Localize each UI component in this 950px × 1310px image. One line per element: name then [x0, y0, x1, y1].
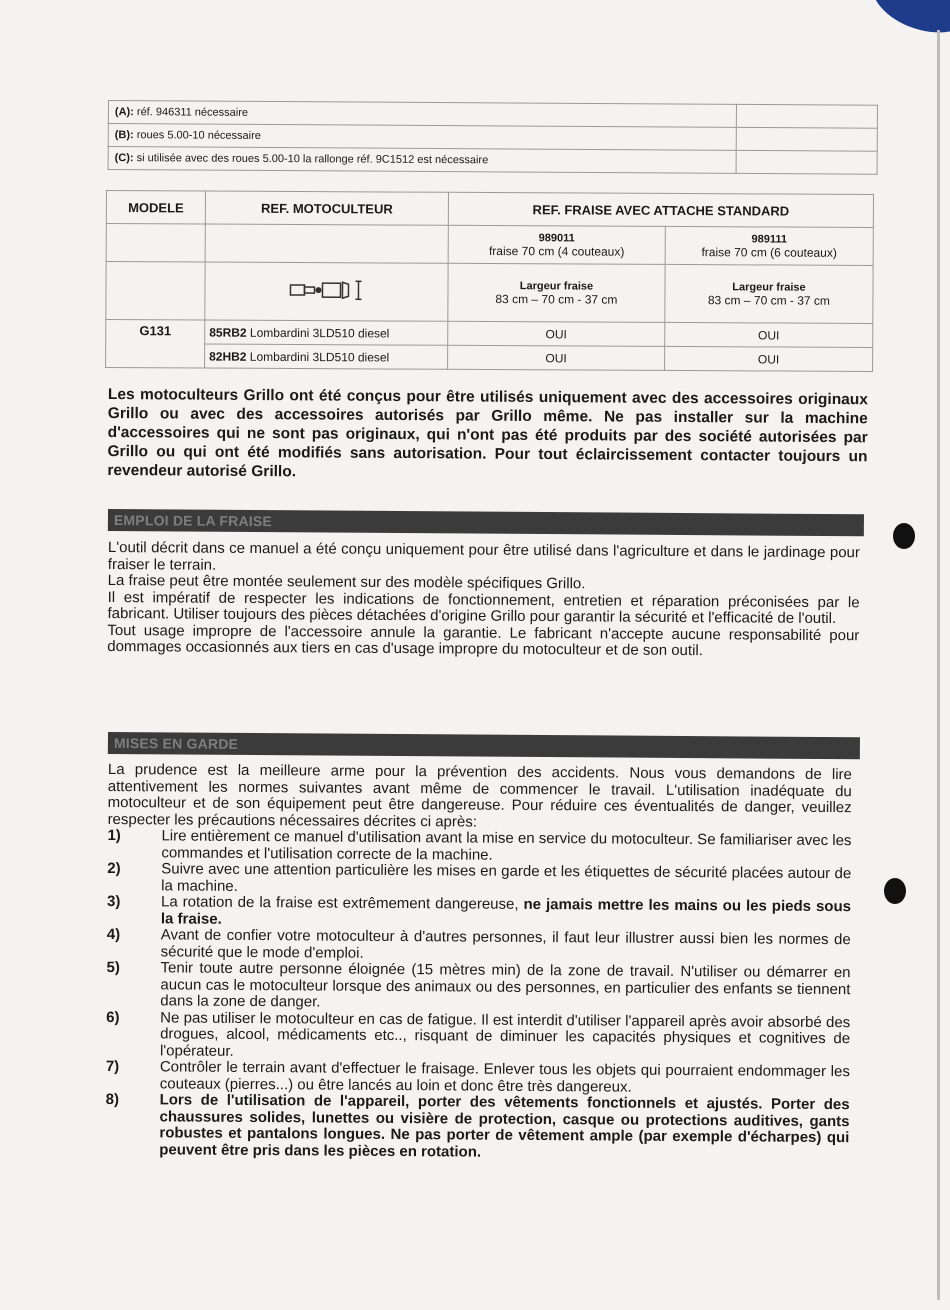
note-text: réf. 946311 nécessaire — [133, 106, 249, 119]
item-number: 2) — [107, 859, 121, 878]
compat-cell: OUI — [665, 346, 873, 371]
item-text-bold: ne jamais mettre les mains ou les pieds sous la fraise. — [160, 895, 852, 928]
item-text: Ne pas utiliser le motoculteur en cas de fatigue. Il est interdit d'utiliser l'appareil après avoir absorbé des drogues, alcool, médicaments etc.., risquant de diminuer les capacités physiques et cognitives de l'opérateur. — [159, 1008, 851, 1060]
ref-code: 82HB2 — [209, 349, 247, 364]
ref-code: 85RB2 — [209, 325, 247, 340]
item-number: 8) — [105, 1090, 120, 1109]
paragraph: Tout usage impropre de l'accessoire annule la garantie. Le fabricant n'accepte aucune responsabilité pour dommages occasionnés aux tiers en cas d'usage impropre du motoculteur et de son outil. — [107, 621, 860, 660]
note-text: roues 5.00-10 nécessaire — [133, 129, 261, 142]
col-header-ref-moto: REF. MOTOCULTEUR — [205, 191, 448, 225]
item-text: Avant de confier votre motoculteur à d'autres personnes, il faut leur illustrer aussi bien les normes de sécurité que le mode d'emploi. — [160, 926, 851, 962]
tiller-diagram-cell — [205, 262, 448, 321]
width-label: Largeur fraise — [732, 280, 806, 294]
section-body — [105, 762, 852, 1163]
section-title: MISES EN GARDE — [108, 732, 860, 759]
product-desc: fraise 70 cm (6 couteaux) — [701, 244, 837, 260]
product-desc: fraise 70 cm (4 couteaux) — [488, 243, 625, 259]
compat-cell: OUI — [665, 322, 873, 347]
product-cell — [665, 226, 873, 265]
binder-hole-bottom — [884, 878, 906, 904]
paragraph: L'outil décrit dans ce manuel a été conçu uniquement pour être utilisé dans l'agriculture et dans le jardinage pour fraiser le terrain. — [107, 539, 860, 574]
item-number: 3) — [106, 892, 121, 911]
paragraph: Il est impératif de respecter les indications de fonctionnement, entretien et réparation préconisées par le fabricant. Utiliser toujours des pièces détachées d'origine Grillo pour garantir la sécurité et l'efficacité de l'outil. — [107, 588, 860, 628]
item-text: Suivre avec une attention particulière les mises en garde et les étiquettes de sécurité placées autour de la machine. — [161, 860, 852, 895]
accessory-warning: Les motoculteurs Grillo ont été conçus pour être utilisés uniquement avec des accessoires originaux Grillo ou avec des accessoires autorisés par Grillo même. Ne pas installer sur la machine d'accessoires qui ne sont pas originaux, qui n'ont pas été produits par des société autorisées par Grillo ou qui ont été modifiés sans autorisation. Pour tout éclaircissement contacter toujours un revendeur autorisé Grillo. — [107, 385, 868, 481]
note-tag: (B): — [114, 129, 134, 142]
product-code: 989111 — [751, 232, 788, 246]
note-row — [108, 147, 877, 175]
compatibility-table — [105, 190, 874, 372]
item-number: 1) — [107, 826, 121, 845]
item-number: 4) — [106, 925, 121, 944]
paragraph: La fraise peut être montée seulement sur des modèle spécifiques Grillo. — [107, 571, 586, 593]
compat-cell: OUI — [448, 345, 665, 370]
notes-table — [108, 100, 878, 175]
item-number: 6) — [106, 1008, 120, 1026]
item-text: La rotation de la fraise est extrêmement dangereuse, — [160, 893, 524, 913]
ref-desc: Lombardini 3LD510 diesel — [246, 325, 390, 340]
col-header-model: MODELE — [106, 191, 205, 225]
table-row — [106, 344, 873, 372]
width-values: 83 cm – 70 cm - 37 cm — [495, 291, 618, 307]
list-item — [106, 1009, 850, 1064]
item-text: Tenir toute autre personne éloignée (15 mètres min) de la zone de travail. N'utiliser ou démarrer en aucun cas le motoculteur lorsque des animaux ou des personnes, en particulier des enfants se tiennent dans la zone de danger. — [160, 959, 851, 1011]
model-name: G131 — [106, 320, 205, 369]
note-tag: (C): — [114, 152, 134, 165]
compat-cell: OUI — [448, 321, 665, 346]
item-text: Contrôler le terrain avant d'effectuer le fraisage. Enlever tous les objets qui pourraient endommager les couteaux (pierres...) ou être lancés au loin et donc être très dangereux. — [159, 1058, 850, 1096]
section-title: EMPLOI DE LA FRAISE — [108, 509, 864, 536]
paragraph: La prudence est la meilleure arme pour la prévention des accidents. Nous vous demandons de lire attentivement les normes suivantes avant même de commencer le travail. L'utilisation inadéquate du motoculteur et de son équipement peut être dangereuse. Pour réduire ces éventualités de danger, veuillez respecter les précautions nécessaires décrites ci après: — [107, 761, 852, 831]
width-cell — [665, 264, 873, 323]
col-header-ref-fraise: REF. FRAISE AVEC ATTACHE STANDARD — [448, 192, 873, 227]
note-text: si utilisée avec des roues 5.00-10 la rallonge réf. 9C1512 est nécessaire — [133, 152, 489, 167]
safety-list — [105, 828, 851, 1163]
ref-desc: Lombardini 3LD510 diesel — [246, 349, 390, 364]
product-cell — [448, 225, 665, 264]
tiller-diagram-icon — [286, 275, 366, 305]
note-tag: (A): — [114, 106, 134, 119]
list-item — [105, 1092, 849, 1163]
width-values: 83 cm – 70 cm - 37 cm — [707, 292, 830, 308]
item-text-bold: Lors de l'utilisation de l'appareil, porter des vêtements fonctionnels et ajustés. Porter des chaussures solides, lunettes ou visière de protection, casque ou protections auditives, gants robustes et pantalons longues. Ne pas porter de vêtement ample (par exemple d'écharpes) qui peuvent être pris dans les pièces en rotation. — [159, 1091, 850, 1161]
list-item — [106, 960, 850, 1015]
page-edge — [937, 30, 940, 1300]
width-label: Largeur fraise — [519, 279, 594, 293]
item-number: 7) — [105, 1057, 120, 1076]
width-cell — [448, 263, 665, 322]
item-number: 5) — [106, 958, 120, 977]
item-text: Lire entièrement ce manuel d'utilisation avant la mise en service du motoculteur. Se familiariser avec les commandes et l'utilisation correcte de la machine. — [161, 827, 852, 864]
product-code: 989011 — [538, 231, 575, 244]
binder-hole-top — [893, 523, 915, 549]
section-body — [107, 540, 860, 661]
